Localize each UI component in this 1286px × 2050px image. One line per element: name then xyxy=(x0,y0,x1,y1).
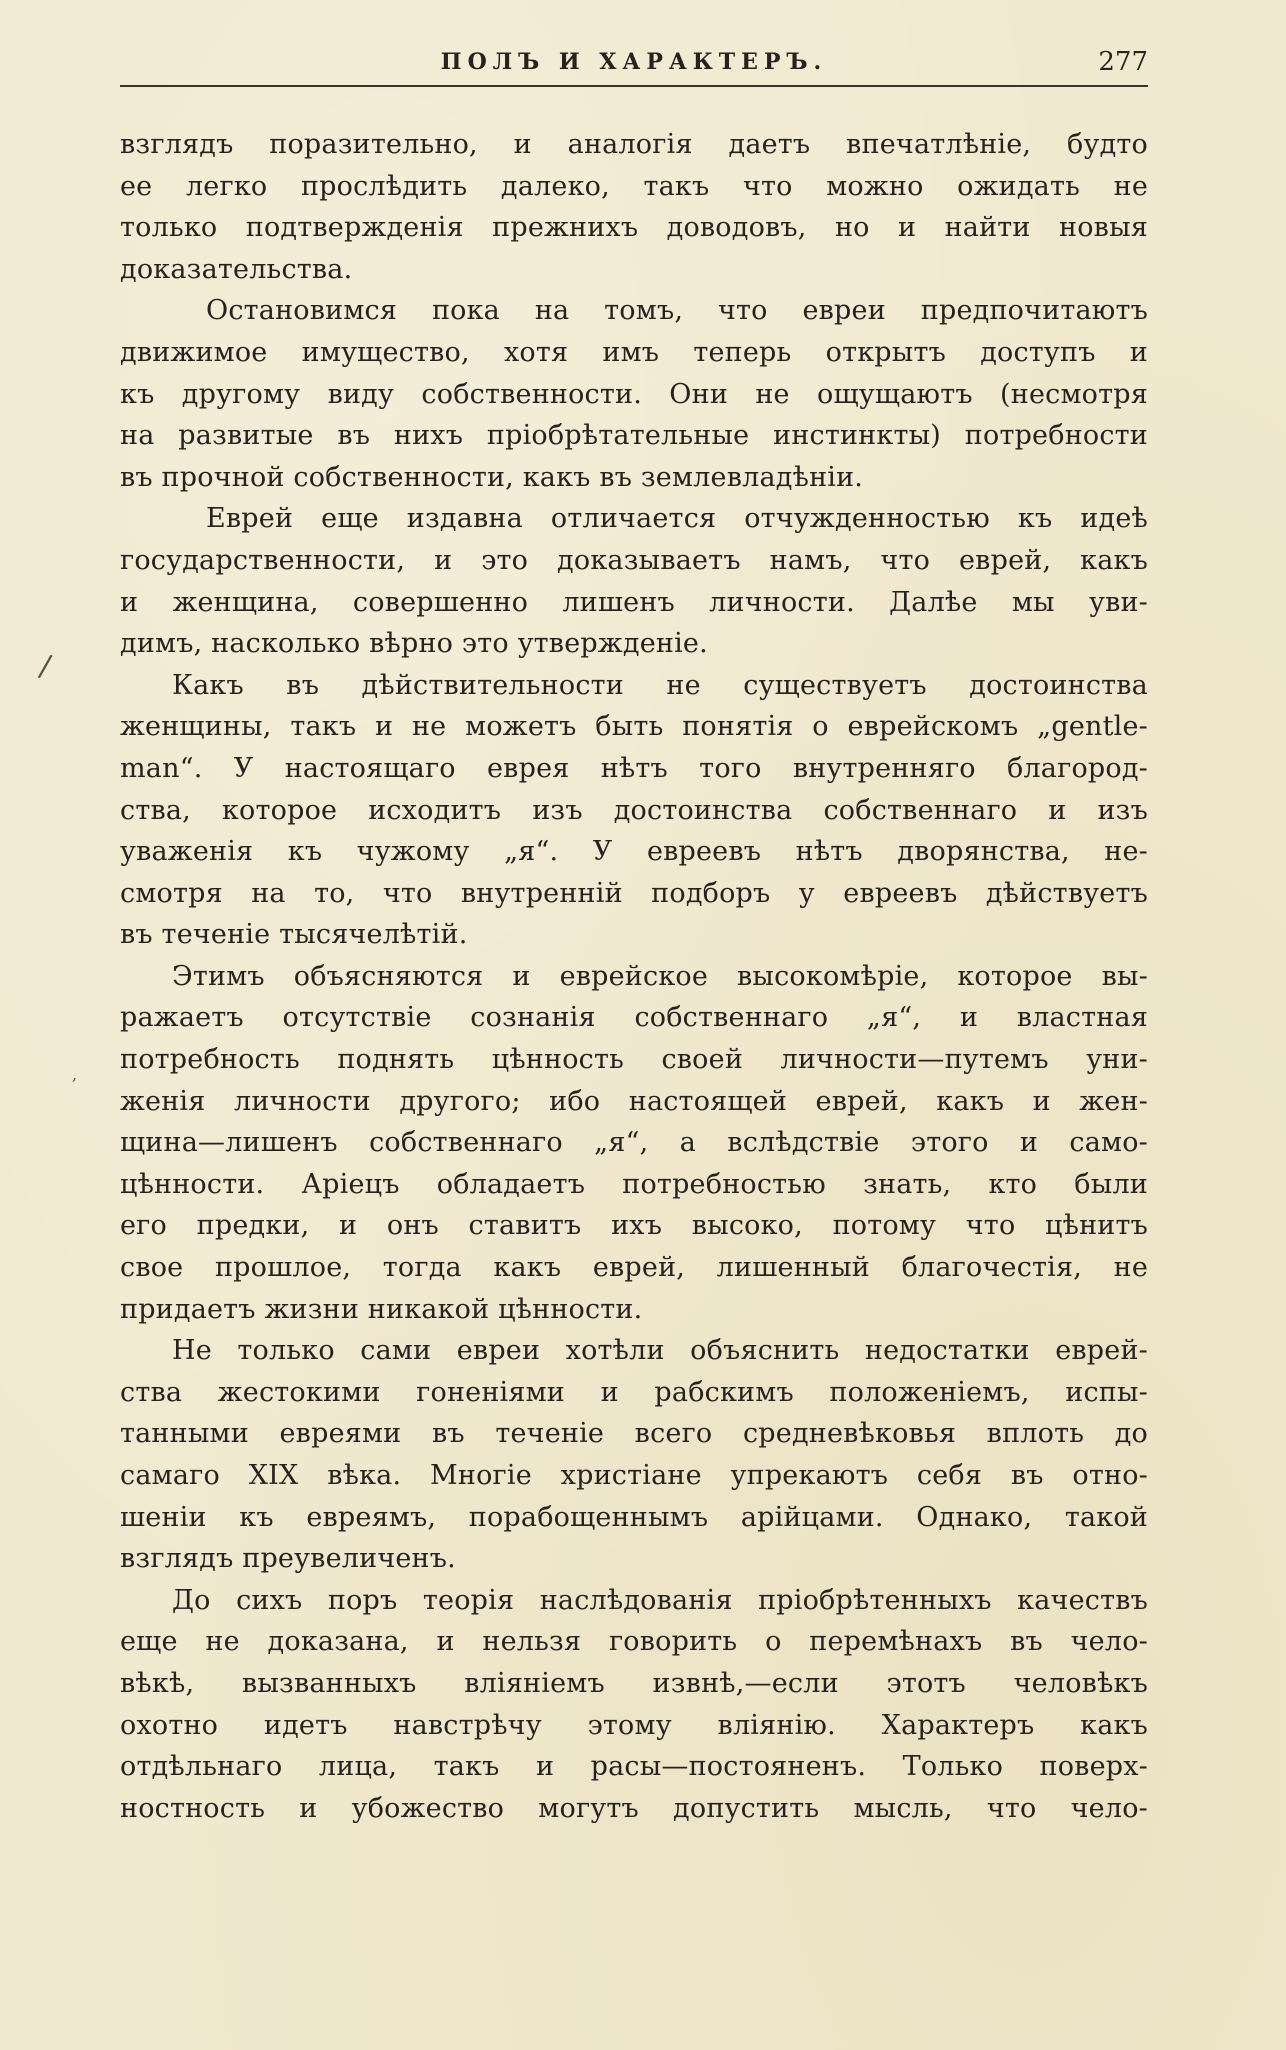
text-line: самаго XIX вѣка. Многіе христіане упрекаютъ себя въ отно- xyxy=(120,1460,1148,1491)
text-line: и женщина, совершенно лишенъ личности. Далѣе мы уви- xyxy=(120,586,1148,618)
text-line: танными евреями въ теченіе всего средневѣковья вплоть до xyxy=(120,1418,1148,1450)
text-line: До сихъ поръ теорія наслѣдованія пріобрѣтенныхъ качествъ xyxy=(172,1584,1148,1616)
text-line: Этимъ объясняются и еврейское высокомѣріе, которое вы- xyxy=(172,960,1148,992)
text-line: доказательства. xyxy=(120,253,353,285)
text-line: движимое имущество, хотя имъ теперь открытъ доступъ и xyxy=(120,336,1148,368)
text-line: взглядъ поразительно, и аналогія даетъ впечатлѣніе, будто xyxy=(120,129,1148,160)
text-line: ства жестокими гоненіями и рабскимъ положеніемъ, испы- xyxy=(120,1376,1148,1408)
text-line: свое прошлое, тогда какъ еврей, лишенный благочестія, не xyxy=(120,1252,1148,1284)
text-line: охотно идетъ навстрѣчу этому вліянію. Характеръ какъ xyxy=(120,1709,1148,1741)
text-line: шеніи къ евреямъ, порабощеннымъ арійцами. Однако, такой xyxy=(120,1501,1148,1533)
text-line: цѣнности. Аріецъ обладаетъ потребностью знать, кто были xyxy=(120,1168,1148,1200)
text-line: женщины, такъ и не можетъ быть понятія о еврейскомъ „gentle- xyxy=(120,711,1148,743)
text-line: уваженія къ чужому „я“. У евреевъ нѣтъ дворянства, не- xyxy=(120,836,1148,868)
text-line: смотря на то, что внутренній подборъ у евреевъ дѣйствуетъ xyxy=(120,877,1148,909)
body-text xyxy=(120,124,1148,1829)
text-line: взглядъ преувеличенъ. xyxy=(120,1543,456,1575)
text-line: на развитые въ нихъ пріобрѣтательные инстинкты) потребности xyxy=(120,420,1148,452)
text-line: къ другому виду собственности. Они не ощущаютъ (несмотря xyxy=(120,378,1148,410)
text-line: только подтвержденія прежнихъ доводовъ, но и найти новыя xyxy=(120,212,1148,244)
text-line: въ теченіе тысячелѣтій. xyxy=(120,919,468,951)
text-line: Какъ въ дѣйствительности не существуетъ достоинства xyxy=(172,669,1148,701)
header-rule xyxy=(120,85,1148,87)
text-line: потребность поднять цѣнность своей личности—путемъ уни- xyxy=(120,1044,1148,1076)
text-line: вѣкѣ, вызванныхъ вліяніемъ извнѣ,—если этотъ человѣкъ xyxy=(120,1667,1148,1699)
text-line: man“. У настоящаго еврея нѣтъ того внутренняго благород- xyxy=(120,752,1148,784)
text-line: ражаетъ отсутствіе сознанія собственнаго „я“, и властная xyxy=(120,1002,1148,1034)
text-line: государственности, и это доказываетъ намъ, что еврей, какъ xyxy=(120,544,1148,576)
running-title: ПОЛЪ И ХАРАКТЕРЪ. xyxy=(440,49,828,75)
text-line: ностность и убожество могутъ допустить мысль, что чело- xyxy=(120,1792,1148,1824)
text-line: ства, которое исходитъ изъ достоинства собственнаго и изъ xyxy=(120,794,1148,826)
text-line: его предки, и онъ ставитъ ихъ высоко, потому что цѣнитъ xyxy=(120,1210,1148,1242)
margin-pencil-mark: / xyxy=(36,648,54,685)
text-line: женія личности другого; ибо настоящей еврей, какъ и жен- xyxy=(120,1085,1148,1117)
text-line: въ прочной собственности, какъ въ землевладѣніи. xyxy=(120,461,864,493)
margin-pencil-mark: , xyxy=(72,1065,78,1084)
text-line: щина—лишенъ собственнаго „я“, а вслѣдствіе этого и само- xyxy=(120,1127,1148,1159)
text-line: отдѣльнаго лица, такъ и расы—постояненъ. Только поверх- xyxy=(120,1751,1148,1783)
text-line: еще не доказана, и нельзя говорить о перемѣнахъ въ чело- xyxy=(120,1626,1148,1658)
text-line: ее легко прослѣдить далеко, такъ что можно ожидать не xyxy=(120,170,1148,202)
page-header xyxy=(120,46,1148,86)
page-number: 277 xyxy=(1098,47,1148,77)
text-line: придаетъ жизни никакой цѣнности. xyxy=(120,1293,643,1325)
text-line: димъ, насколько вѣрно это утвержденіе. xyxy=(120,628,708,660)
text-line: Остановимся пока на томъ, что евреи предпочитаютъ xyxy=(206,295,1148,327)
text-line: Еврей еще издавна отличается отчужденностью къ идеѣ xyxy=(206,503,1148,535)
text-line: Не только сами евреи хотѣли объяснить недостатки еврей- xyxy=(172,1335,1148,1367)
